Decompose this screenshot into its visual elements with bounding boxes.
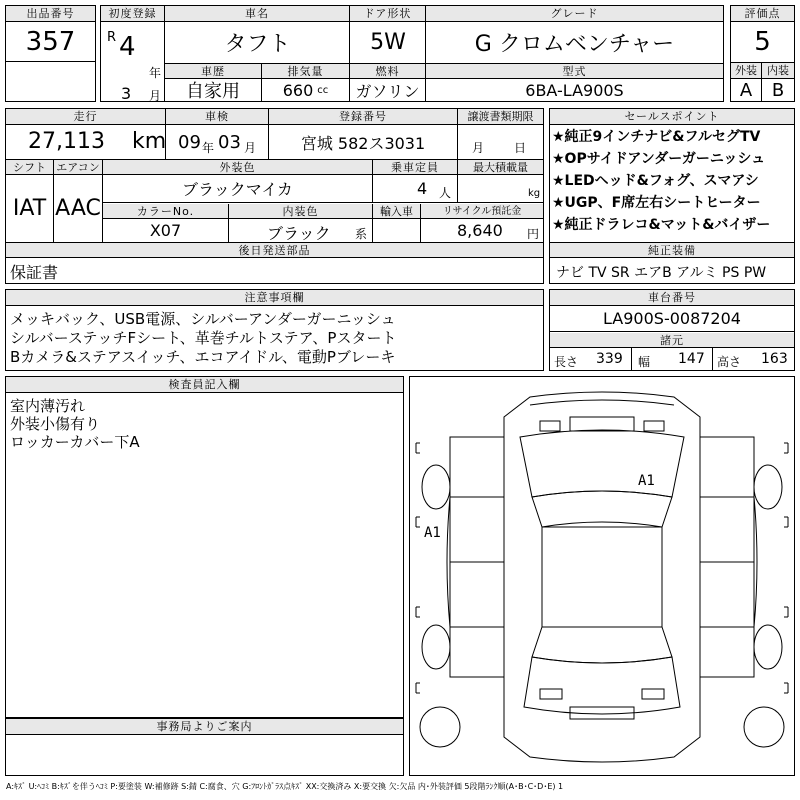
int-color-suffix: 系 bbox=[355, 227, 368, 241]
caution-section bbox=[5, 289, 544, 371]
width-label: 幅 bbox=[638, 355, 651, 369]
exterior-grade: A bbox=[731, 79, 762, 101]
grade: G クロムベンチャー bbox=[474, 32, 675, 57]
mileage-header: 走行 bbox=[6, 109, 166, 125]
year-unit: 年 bbox=[149, 66, 162, 80]
int-color: ブラック bbox=[267, 224, 331, 243]
transfer-day-unit: 日 bbox=[514, 141, 527, 155]
inspection-year: 09 bbox=[178, 132, 201, 153]
int-color-header: 内装色 bbox=[229, 204, 373, 219]
recycle-unit: 円 bbox=[527, 227, 540, 241]
ext-color-header: 外装色 bbox=[103, 160, 373, 175]
sales-points-header: セールスポイント bbox=[550, 109, 794, 125]
recycle: 8,640 bbox=[457, 221, 503, 240]
sales-points-section bbox=[549, 108, 795, 284]
color-no: X07 bbox=[103, 219, 229, 242]
office-header: 事務局よりご案内 bbox=[6, 719, 403, 735]
transfer-header: 譲渡書類期限 bbox=[458, 109, 543, 125]
later-parts-header: 後日発送部品 bbox=[6, 243, 543, 258]
inspector-line-1: 室内薄汚れ bbox=[10, 397, 86, 415]
lot-no: 357 bbox=[6, 22, 95, 62]
car-name-header: 車名 bbox=[165, 6, 350, 22]
chassis-no: LA900S-0087204 bbox=[550, 306, 794, 332]
aircon: AAC bbox=[54, 175, 103, 242]
mileage: 27,113 bbox=[28, 129, 105, 154]
era-mark: R bbox=[107, 30, 117, 45]
sales-point-5: ★純正ドラレコ&マット&バイザー bbox=[552, 217, 771, 233]
lot-section bbox=[5, 5, 96, 102]
mileage-unit: km bbox=[132, 129, 167, 154]
inspection-header: 車検 bbox=[166, 109, 269, 125]
sales-point-1: ★純正9インチナビ&フルセグTV bbox=[552, 129, 761, 145]
std-equipment-header: 純正装備 bbox=[550, 243, 794, 258]
capacity-header: 乗車定員 bbox=[373, 160, 458, 175]
history-header: 車歴 bbox=[165, 64, 262, 79]
reg-no: 宮城 582ス3031 bbox=[269, 125, 458, 159]
inspection-month-unit: 月 bbox=[244, 141, 257, 155]
car-name: タフト bbox=[224, 32, 291, 57]
caution-line-2: シルバーステッチFシート、革巻チルトステア、Pスタート bbox=[10, 329, 397, 347]
fuel-header: 燃料 bbox=[350, 64, 426, 79]
grade-header: グレード bbox=[426, 6, 723, 22]
capacity-cell bbox=[373, 175, 458, 203]
sales-point-4: ★UGP、F席左右シートヒーター bbox=[552, 195, 761, 211]
first-reg-year: 4 bbox=[119, 32, 136, 62]
length-cell bbox=[550, 348, 632, 370]
footer-legend: A:ｷｽﾞ U:ﾍｺﾐ B:ｷｽﾞを伴うﾍｺﾐ P:要塗装 W:補修跡 S:錆 C:腐食、穴 G:ﾌﾛﾝﾄｶﾞﾗｽ点ｷｽﾞ XX:交換済み X:要交換 欠:欠品 内･外装評価 5段階ﾗﾝｸ順(A･B･C･D･E) 1 bbox=[6, 782, 564, 791]
inspection-month: 03 bbox=[218, 132, 241, 153]
max-load-header: 最大積載量 bbox=[458, 160, 543, 175]
import-cell bbox=[373, 219, 421, 242]
damage-diagram bbox=[409, 376, 795, 776]
import-header: 輸入車 bbox=[373, 204, 421, 219]
chassis-header: 車台番号 bbox=[550, 290, 794, 306]
displacement-cell bbox=[262, 79, 350, 101]
door-type: 5W bbox=[370, 30, 406, 55]
std-equipment: ナビ TV SR エアB アルミ PS PW bbox=[556, 265, 767, 281]
lot-no-header: 出品番号 bbox=[6, 6, 95, 22]
inspector-header: 検査員記入欄 bbox=[6, 377, 403, 393]
shift-header: シフト bbox=[6, 160, 54, 175]
inspector-line-3: ロッカーカバー下A bbox=[10, 433, 140, 451]
fuel: ガソリン bbox=[350, 79, 426, 101]
inspection-year-unit: 年 bbox=[202, 141, 215, 155]
capacity-unit: 人 bbox=[439, 186, 452, 200]
sales-point-3: ★LEDヘッド&フォグ、スマアシ bbox=[552, 173, 759, 189]
recycle-header: リサイクル預託金 bbox=[421, 204, 543, 219]
caution-header: 注意事項欄 bbox=[6, 290, 543, 306]
ext-color: ブラックマイカ bbox=[103, 175, 373, 203]
transfer-cell bbox=[458, 125, 543, 159]
length-label: 長さ bbox=[554, 355, 579, 369]
inspector-line-2: 外装小傷有り bbox=[10, 415, 101, 433]
inspection-cell bbox=[166, 125, 269, 159]
reg-no-header: 登録番号 bbox=[269, 109, 458, 125]
max-load-cell bbox=[458, 175, 543, 203]
width: 147 bbox=[678, 351, 705, 367]
score-header: 評価点 bbox=[731, 6, 794, 22]
office-section bbox=[5, 718, 404, 776]
history: 自家用 bbox=[165, 79, 262, 101]
width-cell bbox=[632, 348, 713, 370]
recycle-cell bbox=[421, 219, 543, 242]
shift: IAT bbox=[6, 175, 54, 242]
aircon-header: エアコン bbox=[54, 160, 103, 175]
score: 5 bbox=[731, 22, 794, 63]
max-load-unit: kg bbox=[528, 188, 541, 199]
caution-line-1: メッキバック、USB電源、シルバーアンダーガーニッシュ bbox=[10, 310, 396, 328]
length: 339 bbox=[596, 351, 623, 367]
int-color-cell bbox=[229, 219, 373, 242]
specs-header: 諸元 bbox=[550, 333, 794, 348]
interior-grade: B bbox=[771, 79, 785, 101]
chassis-section bbox=[549, 289, 795, 371]
displacement-header: 排気量 bbox=[262, 64, 350, 79]
score-section bbox=[730, 5, 795, 102]
height-cell bbox=[713, 348, 794, 370]
height: 163 bbox=[761, 351, 788, 367]
first-reg-month: 3 bbox=[121, 84, 132, 103]
capacity: 4 bbox=[417, 179, 428, 198]
vehicle-info-section bbox=[100, 5, 724, 102]
model-header: 型式 bbox=[426, 64, 723, 79]
damage-mark-roof: A1 bbox=[638, 473, 655, 489]
month-unit: 月 bbox=[149, 89, 162, 103]
transfer-month-unit: 月 bbox=[472, 141, 485, 155]
inspector-section bbox=[5, 376, 404, 718]
damage-mark-left: A1 bbox=[424, 525, 441, 541]
car-outline-diagram bbox=[410, 377, 794, 775]
exterior-header: 外装 bbox=[731, 63, 762, 79]
details-section bbox=[5, 108, 544, 284]
mileage-cell bbox=[6, 125, 166, 159]
height-label: 高さ bbox=[717, 355, 742, 369]
sales-point-2: ★OPサイドアンダーガーニッシュ bbox=[552, 151, 766, 167]
first-reg-header: 初度登録 bbox=[101, 6, 165, 22]
caution-line-3: Bカメラ&ステアスイッチ、エコアイドル、電動Pブレーキ bbox=[10, 348, 396, 366]
interior-header: 内装 bbox=[762, 63, 794, 79]
later-parts: 保証書 bbox=[10, 263, 59, 282]
displacement: 660 bbox=[282, 80, 314, 100]
color-no-header: カラーNo. bbox=[103, 204, 229, 219]
displacement-unit: cc bbox=[317, 84, 329, 96]
model-code: 6BA-LA900S bbox=[525, 80, 624, 100]
door-header: ドア形状 bbox=[350, 6, 426, 22]
